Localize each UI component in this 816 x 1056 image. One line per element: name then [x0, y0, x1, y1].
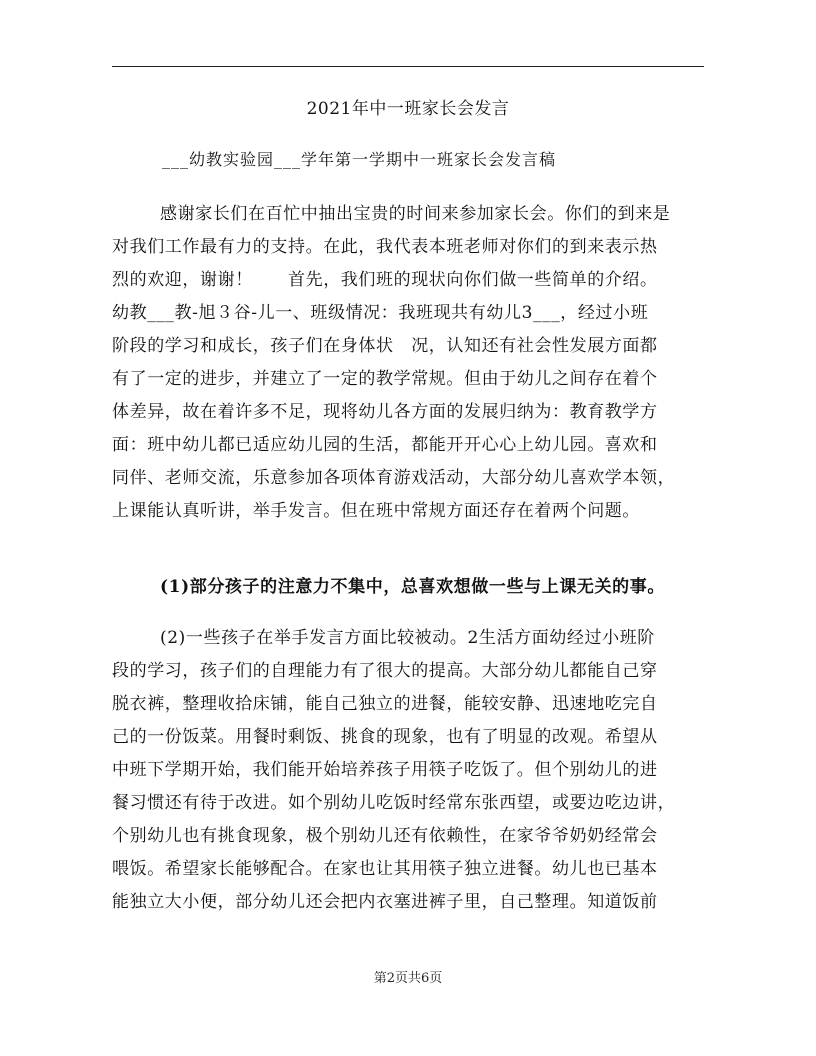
- paragraph-line: 上课能认真听讲，举手发言。但在班中常规方面还存在着两个问题。: [112, 501, 640, 521]
- paragraph-line: 体差异，故在着许多不足，现将幼儿各方面的发展归纳为：教育教学方: [112, 402, 658, 422]
- paragraph-line: 己的一份饭菜。用餐时剩饭、挑食的现象，也有了明显的改观。希望从: [112, 727, 658, 747]
- document-subtitle: ___幼教实验园___学年第一学期中一班家长会发言稿: [162, 150, 557, 169]
- paragraph-line: 阶段的学习和成长，孩子们在身体状 况，认知还有社会性发展方面都: [112, 336, 658, 356]
- paragraph-line: 段的学习，孩子们的自理能力有了很大的提高。大部分幼儿都能自己穿: [112, 661, 658, 681]
- paragraph-line: (2)一些孩子在举手发言方面比较被动。2生活方面幼经过小班阶: [160, 628, 655, 648]
- paragraph-line: 幼教___教-旭３谷-儿一、班级情况：我班现共有幼儿3___，经过小班: [112, 303, 649, 323]
- paragraph-line: 烈的欢迎，谢谢！ 首先，我们班的现状向你们做一些简单的介绍。: [112, 270, 658, 290]
- paragraph-line: 面：班中幼儿都已适应幼儿园的生活，都能开开心心上幼儿园。喜欢和: [112, 435, 658, 455]
- paragraph-line: 个别幼儿也有挑食现象，极个别幼儿还有依赖性，在家爷爷奶奶经常会: [112, 826, 658, 846]
- paragraph-line: 脱衣裤，整理收拾床铺，能自己独立的进餐，能较安静、迅速地吃完自: [112, 694, 658, 714]
- paragraph-line: 感谢家长们在百忙中抽出宝贵的时间来参加家长会。你们的到来是: [160, 204, 671, 224]
- paragraph-line: 喂饭。希望家长能够配合。在家也让其用筷子独立进餐。幼儿也已基本: [112, 859, 658, 879]
- paragraph-line: 有了一定的进步，并建立了一定的教学常规。但由于幼儿之间存在着个: [112, 369, 658, 389]
- paragraph-line: 能独立大小便，部分幼儿还会把内衣塞进裤子里，自己整理。知道饭前: [112, 892, 658, 912]
- paragraph-line: 对我们工作最有力的支持。在此，我代表本班老师对你们的到来表示热: [112, 237, 658, 257]
- paragraph-intro: [112, 198, 706, 528]
- paragraph-line: 餐习惯还有待于改进。如个别幼儿吃饭时经常东张西望，或要边吃边讲，: [112, 793, 676, 813]
- document-title: 2021年中一班家长会发言: [306, 99, 510, 119]
- bold-list-item: (1)部分孩子的注意力不集中，总喜欢想做一些与上课无关的事。: [160, 577, 665, 597]
- page-footer: 第2页共6页: [373, 971, 443, 986]
- paragraph-line: 同伴、老师交流，乐意参加各项体育游戏活动，大部分幼儿喜欢学本领，: [112, 468, 676, 488]
- paragraph-living: [112, 622, 706, 919]
- header-rule: [112, 66, 704, 67]
- paragraph-line: 中班下学期开始，我们能开始培养孩子用筷子吃饭了。但个别幼儿的进: [112, 760, 658, 780]
